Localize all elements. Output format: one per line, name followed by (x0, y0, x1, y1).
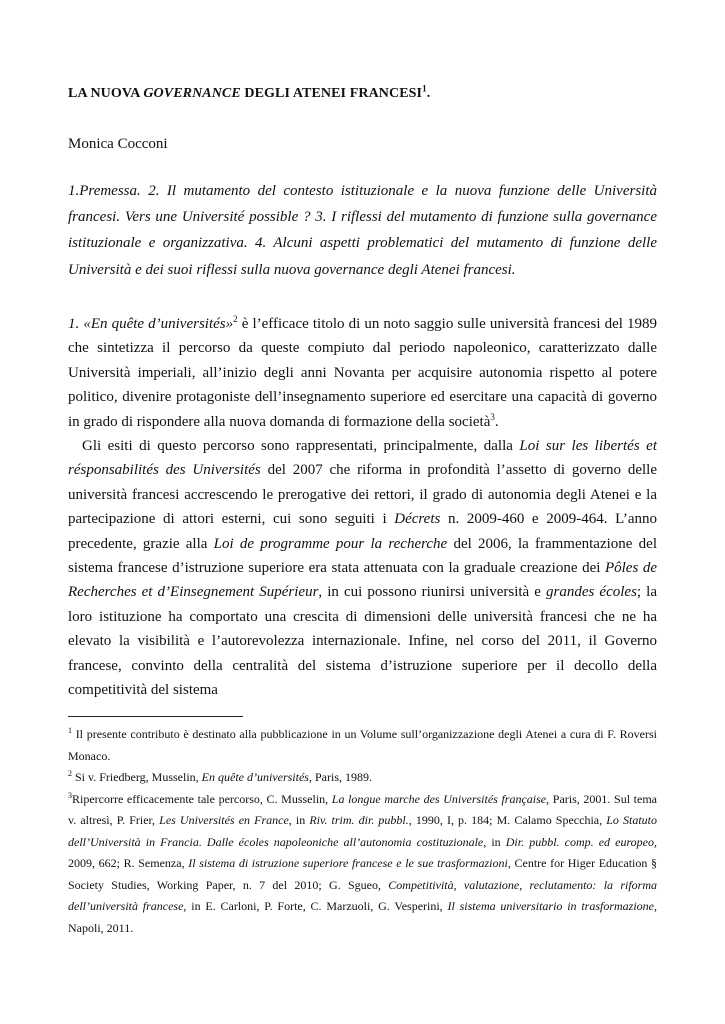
author-name: Monica Cocconi (68, 136, 168, 152)
footnote-1: $^1$ Il presente contributo è destinato alla pubblicazione in un Volume sull’organizzazione degli Atenei a cura di F. Roversi Monaco. (68, 726, 657, 763)
footnote-separator (68, 716, 243, 717)
table-of-contents-summary: 1.Premessa. 2. Il mutamento del contesto istituzionale e la nuova funzione delle Università francesi. Vers une Université possible ? 3. I riflessi del mutamento di funzione sulla governance istituzionale e organizzativa. 4. Alcuni aspetti problematici del mutamento di funzione delle Università e dei suoi riflessi sulla nuova governance degli Atenei francesi. (68, 183, 657, 278)
document-title: LA NUOVA GOVERNANCE DEGLI ATENEI FRANCESI$^1$. (68, 83, 431, 101)
footnote-3: $^3$Ripercorre efficacemente tale percorso, C. Musselin, La longue marche des Universités française, Paris, 2001. Sul tema v. altresì, P. Frier, Les Universités en France, in Riv. trim. dir. pubbl., 1990, I, p. 184; M. Calamo Specchia, Lo Statuto dell’Università in Francia. Dalle écoles napoleoniche all’autonomia costituzionale, in Dir. pubbl. comp. ed europeo, 2009, 662; R. Semenza, Il sistema di istruzione superiore francese e le sue trasformazioni, Centre for Higer Education § Society Studies, Working Paper, n. 7 del 2010; G. Sgueo, Competitività, valutazione, reclutamento: la riforma dell’università francese, in E. Carloni, P. Forte, C. Marzuoli, G. Vesperini, Il sistema universitario in trasformazione, Napoli, 2011. (68, 790, 658, 935)
paragraph-1-lead: 1. «En quête d’universités» (68, 316, 234, 332)
footnote-ref-3[interactable]: 3 (490, 411, 495, 422)
footnote-1-mark: 1 (68, 726, 72, 735)
footnote-2: $^2$ Si v. Friedberg, Musselin, En quête d’universités, Paris, 1989. (68, 769, 372, 784)
footnote-3-mark: 3 (68, 790, 72, 800)
footnote-2-mark: 2 (68, 769, 72, 778)
footnote-ref-2[interactable]: 2 (233, 314, 238, 324)
paragraph-1: 1. «En quête d’universités»$^2$ è l’efficace titolo di un noto saggio sulle università francesi del 1989 che sintetizza il percorso da queste compiuto dal periodo napoleonico, caratterizzato dalle Università imperiali, all’inizio degli anni Novanta per acquisire autonomia rispetto al potere politico, divenire protagoniste dell’insegnamento superiore ed esercitare una capacità di governo in grado di rispondere alla nuova domanda di formazione della società$^3$. (68, 314, 657, 430)
paragraph-2: Gli esiti di questo percorso sono rappresentati, principalmente, dalla Loi sur les libertés et résponsabilités des Universités del 2007 che riforma in profondità l’assetto di governo delle università francesi accrescendo le prerogative dei rettori, il grado di autonomia degli Atenei e la partecipazione di attori esterni, cui sono seguiti i Décrets n. 2009-460 e 2009-464. L’anno precedente, grazie alla Loi de programme pour la recherche del 2006, la frammentazione del sistema francese d’istruzione superiore era stata attenuata con la graduale creazione dei Pôles de Recherches et d’Einsegnement Supérieur, in cui possono riunirsi università e grandes écoles; la loro istituzione ha comportato una crescita di dimensioni delle università francesi che ne ha elevato la visibilità e l’autorevolezza internazionale. Infine, nel corso del 2011, il Governo francese, convinto della centralità del sistema d’istruzione superiore per il decollo della competitività del sistema (68, 438, 658, 699)
body-text (68, 312, 657, 703)
title-italic: GOVERNANCE (143, 86, 241, 101)
footnote-ref-1[interactable]: 1 (422, 83, 427, 94)
footnotes (68, 724, 657, 939)
